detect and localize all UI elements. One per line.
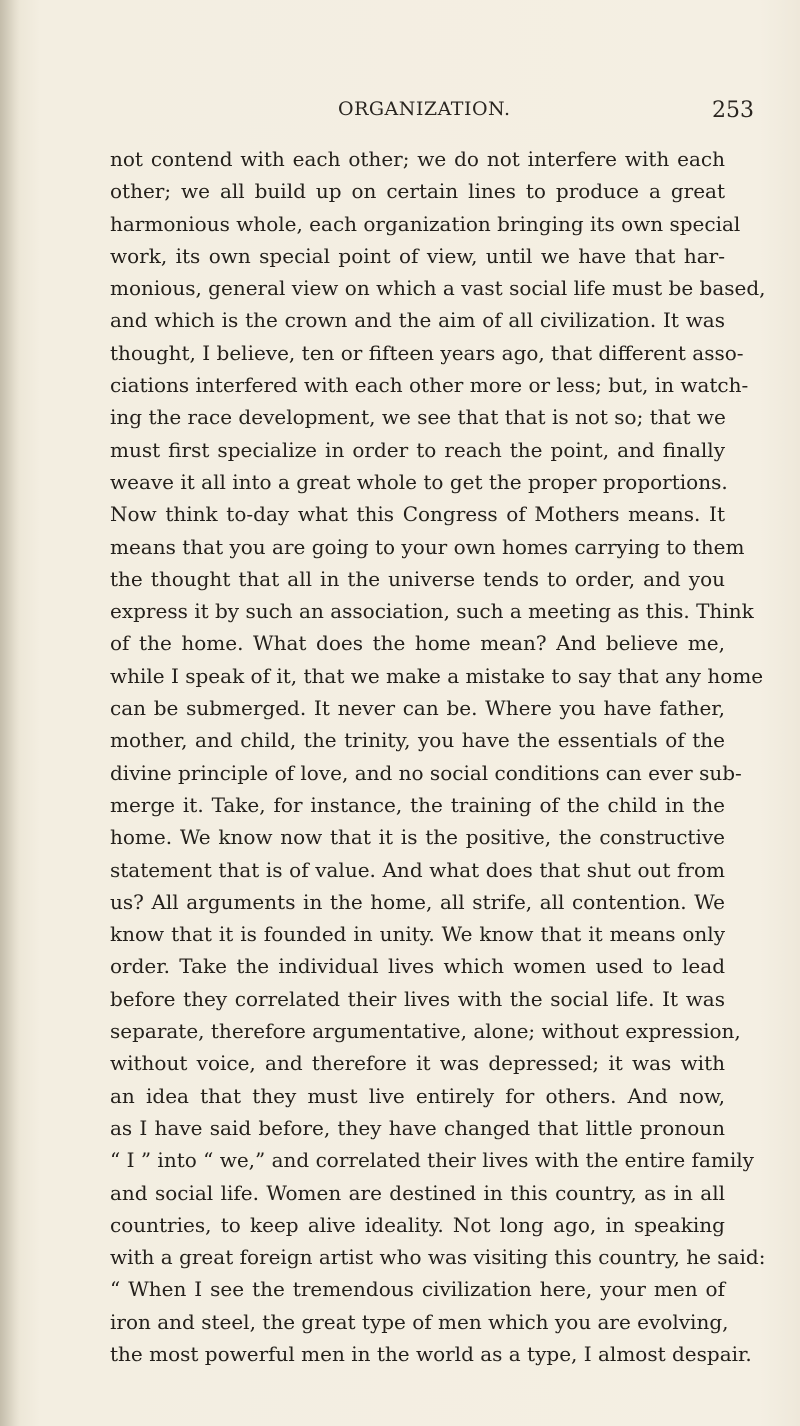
text-line: mother, and child, the trinity, you have the essentials of the [110,728,725,753]
text-line: as I have said before, they have changed that little pronoun [110,1115,725,1140]
text-line: with a great foreign artist who was visiting this country, he said: [110,1245,766,1270]
text-line: iron and steel, the great type of men which you are evolving, [110,1309,729,1334]
text-line: weave it all into a great whole to get the proper proportions. [110,469,728,494]
body-text [110,143,766,1370]
text-line: thought, I believe, ten or fifteen years ago, that different asso- [110,340,744,365]
text-line: home. We know now that it is the positive, the constructive [110,825,725,850]
text-line: the thought that all in the universe tends to order, and you [110,566,725,591]
text-line: “ I ” into “ we,” and correlated their lives with the entire family [110,1148,754,1173]
text-line: must first specialize in order to reach the point, and finally [110,437,725,462]
text-line: order. Take the individual lives which women used to lead [110,954,725,979]
text-line: us? All arguments in the home, all strife, all contention. We [110,889,725,914]
text-line: can be submerged. It never can be. Where you have father, [110,696,725,721]
page-number: 253 [712,98,754,123]
running-head: ORGANIZATION. [338,98,511,120]
text-line: monious, general view on which a vast social life must be based, [110,276,766,301]
text-line: harmonious whole, each organization bringing its own special [110,211,741,236]
text-line: before they correlated their lives with the social life. It was [110,986,725,1011]
text-line: separate, therefore argumentative, alone; without expression, [110,1019,741,1044]
text-line: while I speak of it, that we make a mistake to say that any home [110,663,764,688]
gutter-shadow [0,0,20,1426]
text-line: of the home. What does the home mean? And believe me, [110,631,725,656]
text-line: divine principle of love, and no social conditions can ever sub- [110,760,742,785]
text-line: the most powerful men in the world as a type, I almost despair. [110,1341,752,1366]
text-line: ing the race development, we see that that is not so; that we [110,405,726,430]
text-line: an idea that they must live entirely for others. And now, [110,1083,725,1108]
text-line: other; we all build up on certain lines to produce a great [110,179,725,204]
text-line: countries, to keep alive ideality. Not long ago, in speaking [110,1212,725,1237]
text-line: work, its own special point of view, until we have that har- [110,243,725,268]
text-line: without voice, and therefore it was depressed; it was with [110,1051,725,1076]
text-line: know that it is founded in unity. We know that it means only [110,922,725,947]
text-line: means that you are going to your own homes carrying to them [110,534,745,559]
text-line: “ When I see the tremendous civilization here, your men of [110,1277,725,1302]
text-line: Now think to-day what this Congress of Mothers means. It [110,502,725,527]
text-line: and which is the crown and the aim of all civilization. It was [110,308,725,333]
text-line: not contend with each other; we do not interfere with each [110,147,725,171]
text-line: express it by such an association, such a meeting as this. Think [110,599,754,624]
text-line: ciations interfered with each other more or less; but, in watch- [110,373,749,398]
text-line: statement that is of value. And what does that shut out from [110,857,725,882]
text-line: merge it. Take, for instance, the training of the child in the [110,792,725,817]
text-line: and social life. Women are destined in this country, as in all [110,1180,725,1205]
